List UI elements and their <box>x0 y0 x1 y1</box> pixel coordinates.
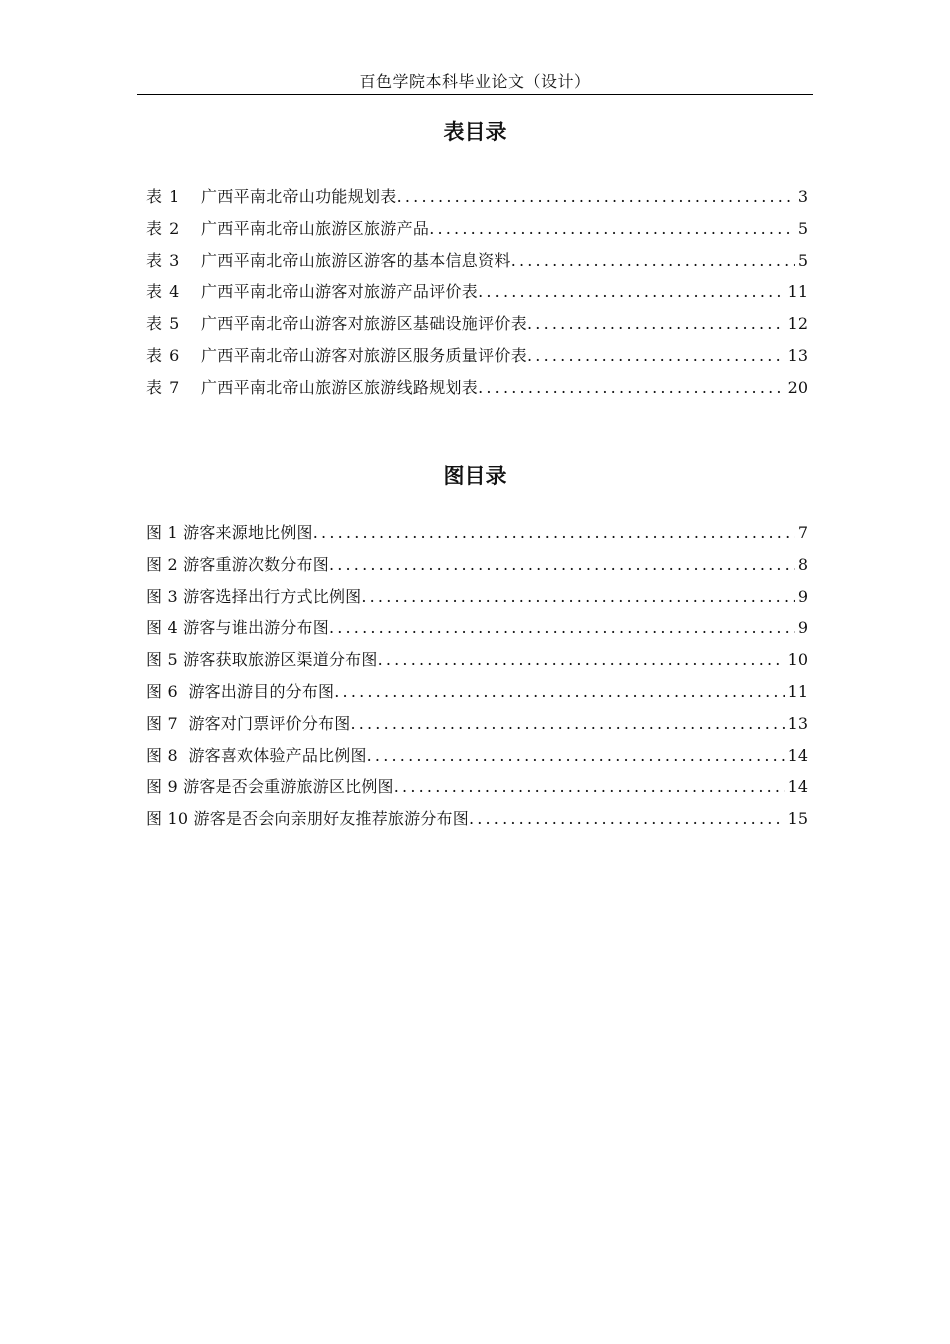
toc-entry[interactable] <box>146 340 808 372</box>
tables-toc-list <box>146 181 808 404</box>
entry-title: 图 10 游客是否会向亲朋好友推荐旅游分布图 <box>146 809 469 829</box>
toc-entry[interactable] <box>146 517 808 549</box>
entry-page-number: 3 <box>797 187 808 206</box>
entry-page-number: 14 <box>787 777 808 797</box>
dot-leader <box>329 549 795 581</box>
toc-entry[interactable] <box>146 676 808 708</box>
toc-entry[interactable] <box>146 644 808 676</box>
entry-page-number: 9 <box>797 618 808 638</box>
entry-title: 广西平南北帝山游客对旅游区基础设施评价表 <box>201 314 528 334</box>
entry-page-number: 8 <box>797 554 808 574</box>
toc-entry[interactable] <box>146 181 808 213</box>
dot-leader <box>397 181 795 213</box>
toc-entry[interactable] <box>146 740 808 772</box>
entry-page-number: 12 <box>787 314 808 334</box>
tables-toc-title: 表目录 <box>443 120 507 144</box>
entry-page-number: 5 <box>797 218 808 238</box>
toc-entry[interactable] <box>146 549 808 581</box>
header-text: 百色学院本科毕业论文（设计） <box>359 72 591 91</box>
entry-title: 图 3 游客选择出行方式比例图 <box>146 586 362 606</box>
toc-entry[interactable] <box>146 213 808 245</box>
entry-title: 图 4 游客与谁出游分布图 <box>146 618 329 638</box>
entry-title: 广西平南北帝山旅游区旅游线路规划表 <box>201 377 479 397</box>
dot-leader <box>478 276 785 308</box>
toc-entry[interactable] <box>146 276 808 308</box>
entry-page-number: 9 <box>797 586 808 606</box>
entry-number: 表 2 <box>146 218 181 238</box>
entry-page-number: 5 <box>797 250 808 270</box>
entry-title: 广西平南北帝山旅游区游客的基本信息资料 <box>201 250 511 270</box>
entry-title: 图 2 游客重游次数分布图 <box>146 554 329 574</box>
page-header <box>137 70 813 95</box>
entry-number: 表 7 <box>146 377 181 397</box>
dot-leader <box>511 245 795 277</box>
entry-title: 图 1 游客来源地比例图 <box>146 523 313 542</box>
dot-leader <box>367 740 785 772</box>
entry-page-number: 15 <box>787 809 808 829</box>
dot-leader <box>350 708 784 740</box>
dot-leader <box>527 340 785 372</box>
entry-page-number: 13 <box>787 713 808 733</box>
figures-toc-title: 图目录 <box>443 464 507 488</box>
entry-page-number: 13 <box>787 345 808 365</box>
entry-title: 广西平南北帝山游客对旅游产品评价表 <box>201 282 479 302</box>
entry-number: 表 4 <box>146 282 181 302</box>
entry-title: 图 8 游客喜欢体验产品比例图 <box>146 745 367 765</box>
dot-leader <box>394 771 785 803</box>
entry-title: 广西平南北帝山功能规划表 <box>201 187 397 206</box>
entry-title: 广西平南北帝山旅游区旅游产品 <box>201 218 430 238</box>
toc-entry[interactable] <box>146 581 808 613</box>
dot-leader <box>378 644 785 676</box>
entry-page-number: 20 <box>787 377 808 397</box>
entry-title: 图 9 游客是否会重游旅游区比例图 <box>146 777 394 797</box>
toc-entry[interactable] <box>146 708 808 740</box>
toc-entry[interactable] <box>146 612 808 644</box>
entry-number: 表 3 <box>146 250 181 270</box>
entry-title: 图 6 游客出游目的分布图 <box>146 681 335 701</box>
entry-page-number: 7 <box>797 523 808 542</box>
entry-title: 广西平南北帝山游客对旅游区服务质量评价表 <box>201 345 528 365</box>
dot-leader <box>527 308 785 340</box>
entry-page-number: 14 <box>787 745 808 765</box>
toc-entry[interactable] <box>146 372 808 404</box>
entry-page-number: 11 <box>787 282 808 302</box>
entry-page-number: 11 <box>787 681 808 701</box>
toc-entry[interactable] <box>146 245 808 277</box>
dot-leader <box>329 612 795 644</box>
dot-leader <box>334 676 784 708</box>
entry-number: 表 5 <box>146 314 181 334</box>
dot-leader <box>478 372 785 404</box>
dot-leader <box>313 517 795 549</box>
dot-leader <box>361 581 794 613</box>
toc-entry[interactable] <box>146 771 808 803</box>
entry-number: 表 6 <box>146 345 181 365</box>
figures-toc-list <box>146 517 808 835</box>
toc-entry[interactable] <box>146 308 808 340</box>
dot-leader <box>429 213 795 245</box>
entry-title: 图 7 游客对门票评价分布图 <box>146 713 351 733</box>
entry-number: 表 1 <box>146 187 181 206</box>
dot-leader <box>469 803 785 835</box>
entry-title: 图 5 游客获取旅游区渠道分布图 <box>146 650 378 670</box>
entry-page-number: 10 <box>787 650 808 670</box>
toc-entry[interactable] <box>146 803 808 835</box>
